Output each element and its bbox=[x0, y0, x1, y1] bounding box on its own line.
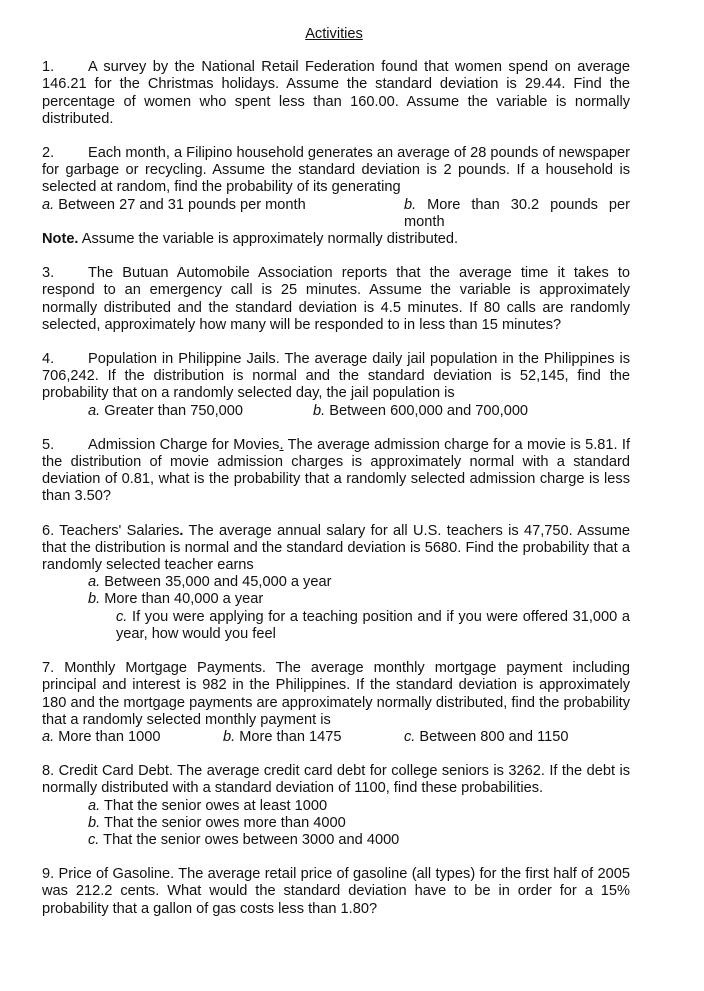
option-letter: c. bbox=[404, 728, 416, 745]
option-letter: a. bbox=[88, 402, 101, 419]
question-number: 9. bbox=[42, 866, 55, 883]
option-letter: a. bbox=[42, 196, 55, 213]
question-2 bbox=[42, 145, 630, 248]
option-text: Between 27 and 31 pounds per month bbox=[58, 196, 306, 213]
options-row bbox=[42, 197, 630, 231]
option-text: More than 30.2 pounds per month bbox=[404, 196, 630, 230]
options-row bbox=[42, 403, 630, 420]
question-5 bbox=[42, 437, 630, 506]
question-8 bbox=[42, 763, 630, 849]
option-c bbox=[42, 609, 630, 643]
question-text: A survey by the National Retail Federation found that women spend on average 146.21 for the Christmas holidays. Assume the standard deviation is 29.44. Find the percentage of women who spent less than 160.00. Assume the variable is normally distributed. bbox=[42, 59, 630, 127]
option-letter: a. bbox=[88, 574, 101, 591]
question-text: Monthly Mortgage Payments. The average monthly mortgage payment including principal and interest is 982 in the Philippines. If the standard deviation is approximately 180 and the mortgage payments are approximately normally distributed, find the probability that a randomly selected monthly payment is bbox=[42, 660, 630, 728]
note bbox=[42, 231, 630, 248]
option-text: That the senior owes more than 4000 bbox=[103, 814, 346, 831]
note-label: Note. bbox=[42, 231, 79, 248]
question-text: The average admission charge for a movie is 5.81. If the distribution of movie admission charges is approximately normal with a standard deviation of 0.81, what is the probability that a randomly selected admission charge is less than 3.50? bbox=[42, 436, 630, 505]
question-number: 2. bbox=[42, 145, 55, 162]
option-letter: b. bbox=[313, 402, 326, 419]
option-letter: a. bbox=[42, 728, 55, 745]
question-number: 8. bbox=[42, 763, 55, 780]
option-text: If you were applying for a teaching position and if you were offered 31,000 a year, how would you feel bbox=[116, 608, 630, 642]
question-6 bbox=[42, 523, 630, 643]
option-a bbox=[42, 798, 630, 815]
question-number: 6. bbox=[42, 522, 55, 539]
question-4 bbox=[42, 351, 630, 420]
question-7 bbox=[42, 660, 630, 746]
question-number: 3. bbox=[42, 265, 55, 282]
document-page bbox=[42, 26, 630, 935]
option-text: More than 40,000 a year bbox=[104, 591, 264, 608]
option-letter: b. bbox=[88, 814, 101, 831]
option-text: That the senior owes between 3000 and 4000 bbox=[103, 831, 400, 848]
question-number: 4. bbox=[42, 351, 55, 368]
question-text: Population in Philippine Jails. The average daily jail population in the Philippines is 706,242. If the distribution is normal and the standard deviation is 52,145, find the probability that on a randomly selected day, the jail population is bbox=[42, 351, 630, 402]
option-text: Greater than 750,000 bbox=[104, 402, 243, 419]
question-text: Each month, a Filipino household generates an average of 28 pounds of newspaper for garbage or recycling. Assume the standard deviation is 2 pounds. If a household is selected at random, find the probability of its generating bbox=[42, 145, 630, 196]
question-number: 5. bbox=[42, 436, 55, 453]
option-text: Between 600,000 and 700,000 bbox=[329, 402, 529, 419]
option-letter: a. bbox=[88, 797, 101, 814]
question-text: Credit Card Debt. The average credit card debt for college seniors is 3262. If the debt is normally distributed with a standard deviation of 1100, find these probabilities. bbox=[42, 763, 630, 797]
note-text: Assume the variable is approximately normally distributed. bbox=[81, 231, 459, 248]
option-letter: b. bbox=[223, 728, 236, 745]
question-heading: Admission Charge for Movies bbox=[88, 436, 280, 453]
question-text: The average annual salary for all U.S. teachers is 47,750. Assume that the distribution is normal and the standard deviation is 5680. Find the probability that a randomly selected teacher earns bbox=[42, 522, 630, 574]
question-number: 1. bbox=[42, 59, 55, 76]
option-b bbox=[42, 591, 630, 608]
question-text: Price of Gasoline. The average retail price of gasoline (all types) for the first half of 2005 was 212.2 cents. What would the standard deviation have to be in order for a 15% probability that a gallon of gas costs less than 1.80? bbox=[42, 866, 631, 917]
option-b bbox=[42, 815, 630, 832]
question-number: 7. bbox=[42, 660, 55, 677]
option-text: Between 800 and 1150 bbox=[419, 728, 569, 745]
option-text: More than 1475 bbox=[239, 728, 342, 745]
option-text: That the senior owes at least 1000 bbox=[103, 797, 328, 814]
option-letter: b. bbox=[88, 591, 101, 608]
question-heading-end: . bbox=[179, 522, 184, 539]
question-9 bbox=[42, 866, 630, 918]
option-letter: b. bbox=[404, 196, 417, 213]
option-letter: c. bbox=[116, 608, 128, 625]
question-1 bbox=[42, 59, 630, 128]
question-heading: Teachers' Salaries bbox=[59, 522, 180, 539]
options-row bbox=[42, 729, 630, 746]
option-a bbox=[42, 574, 630, 591]
option-text: More than 1000 bbox=[58, 728, 161, 745]
option-letter: c. bbox=[88, 831, 100, 848]
page-title: Activities bbox=[305, 26, 363, 42]
question-3 bbox=[42, 265, 630, 334]
option-text: Between 35,000 and 45,000 a year bbox=[104, 574, 332, 591]
question-text: The Butuan Automobile Association reports that the average time it takes to respond to an emergency call is 25 minutes. Assume the variable is approximately normally distributed and the standard deviation is 4.5 minutes. If 80 calls are randomly selected, approximately how many will be responded to in less than 15 minutes? bbox=[42, 265, 630, 333]
question-heading-end: . bbox=[279, 436, 284, 453]
option-c bbox=[42, 832, 630, 849]
